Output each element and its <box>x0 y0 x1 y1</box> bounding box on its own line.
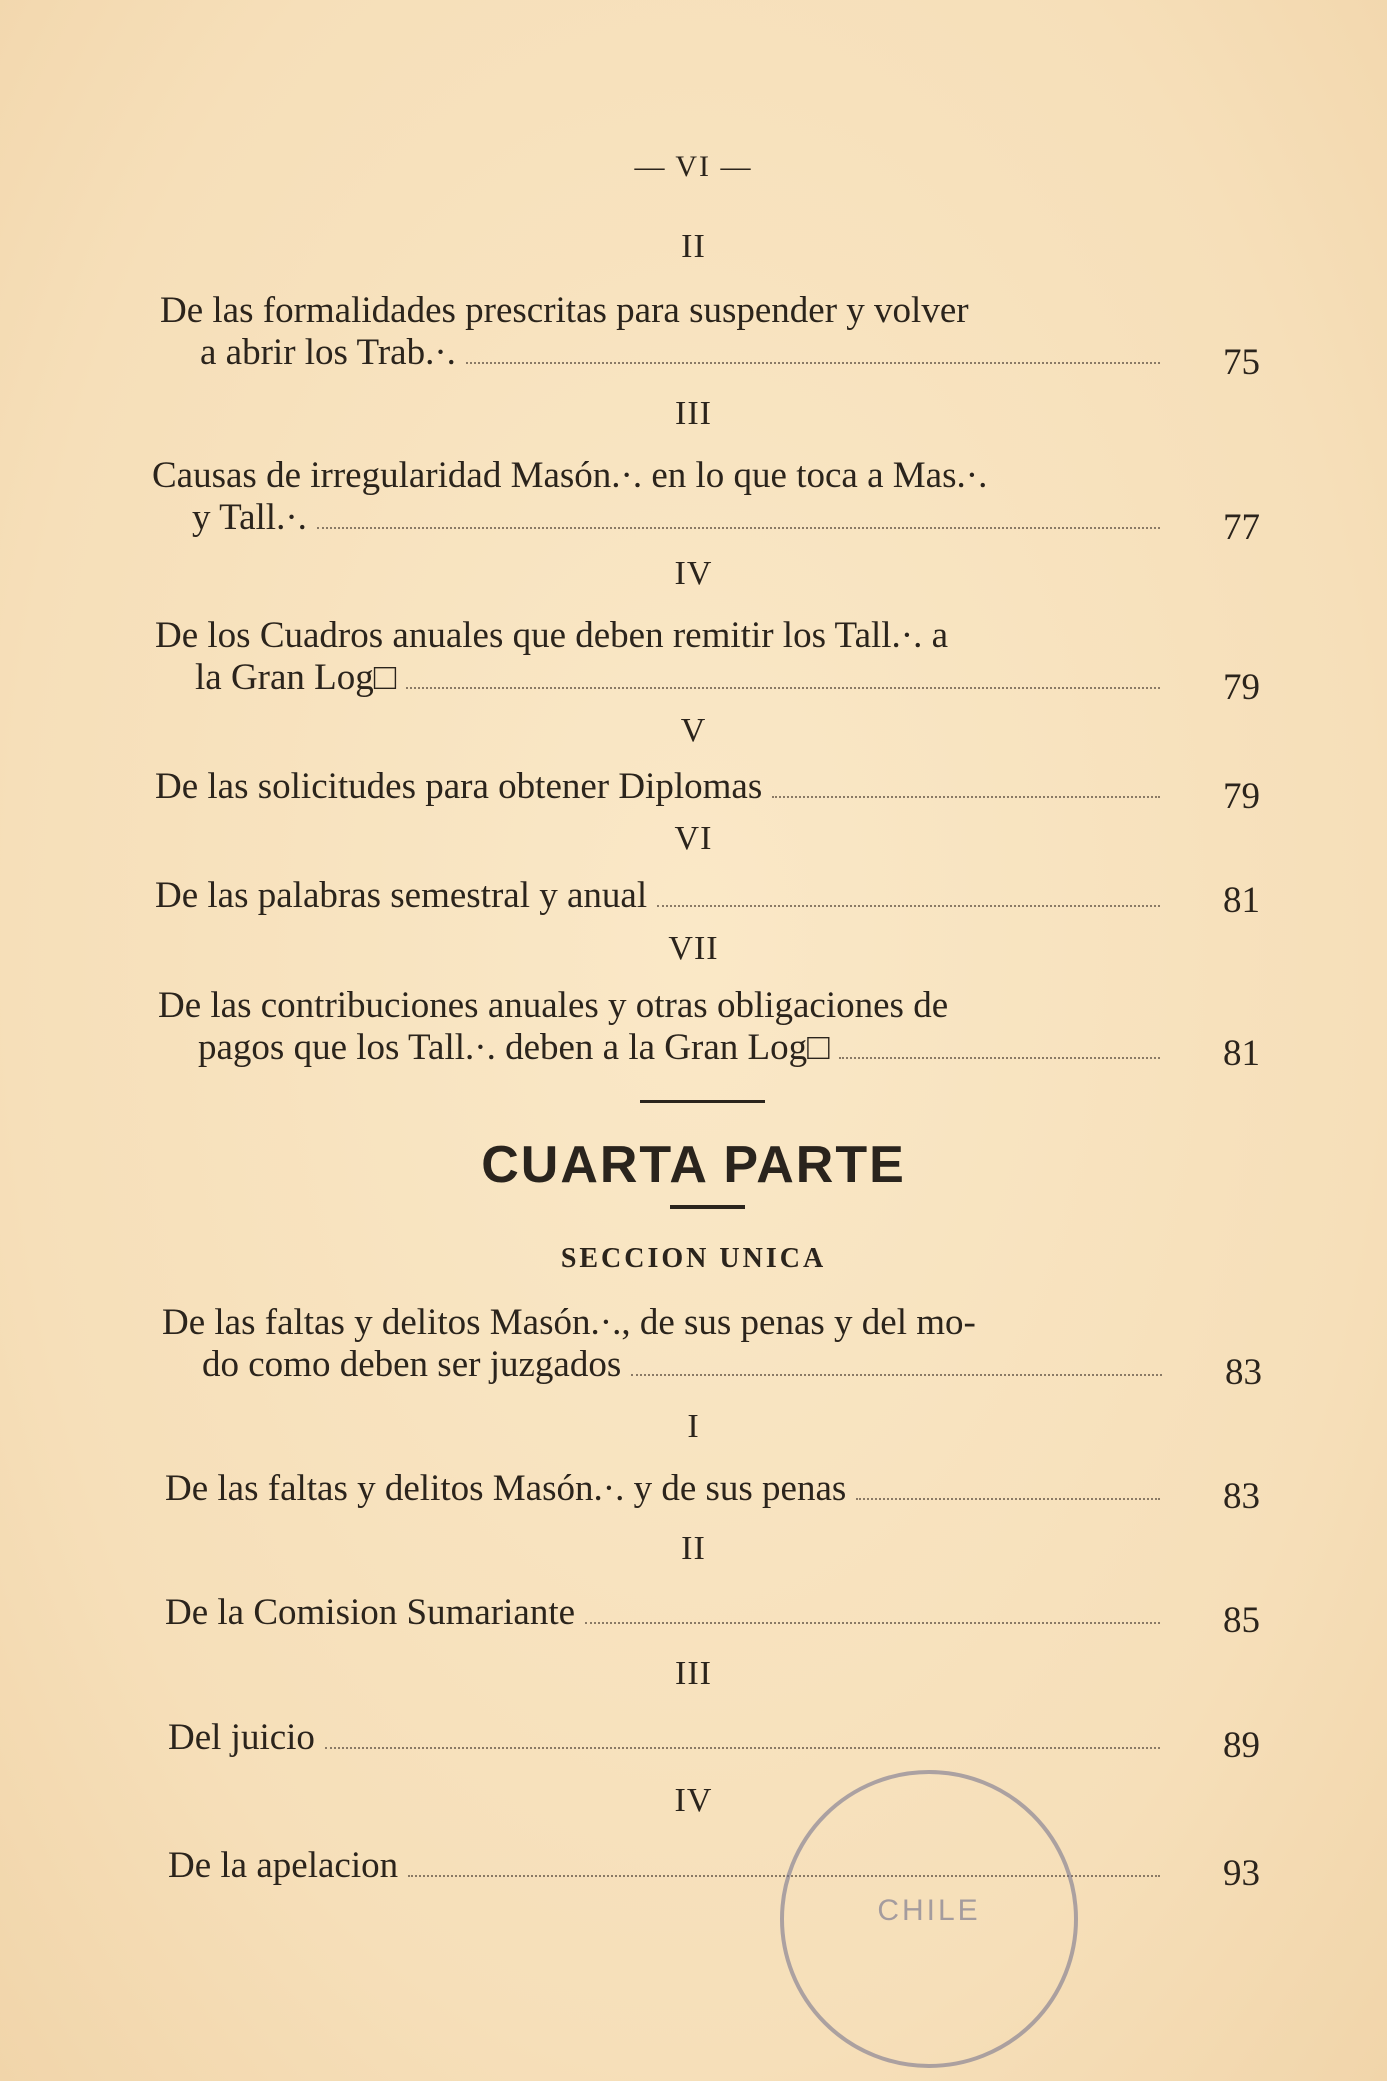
page-number: 81 <box>1223 1033 1260 1074</box>
toc-entry-text: Del juicio <box>168 1717 315 1758</box>
section-number: III <box>675 1655 712 1692</box>
dot-leader <box>406 686 1160 689</box>
toc-entry <box>155 766 1260 817</box>
page-number: 83 <box>1223 1476 1260 1517</box>
page-number: 83 <box>1225 1352 1262 1393</box>
section-number: I <box>687 1408 700 1445</box>
section-number: III <box>675 395 712 432</box>
toc-entry-text: De las palabras semestral y anual <box>155 875 648 916</box>
page-number: 85 <box>1223 1600 1260 1641</box>
section-number: VII <box>668 930 719 967</box>
dot-leader <box>466 361 1160 364</box>
dot-leader <box>317 526 1160 529</box>
part-title: CUARTA PARTE <box>481 1136 906 1194</box>
toc-entry <box>168 1717 1260 1766</box>
toc-entry-line1: De las faltas y delitos Masón.·., de sus penas y del mo- <box>162 1302 976 1343</box>
toc-entry <box>165 1592 1260 1641</box>
dot-leader <box>631 1373 1162 1376</box>
page-number: 79 <box>1223 667 1260 708</box>
toc-entry-text: De la apelacion <box>168 1845 399 1886</box>
toc-entry-text: De las solicitudes para obtener Diplomas <box>155 766 763 807</box>
page-number: 77 <box>1223 507 1260 548</box>
toc-entry <box>160 290 1260 383</box>
dot-leader <box>856 1497 1160 1500</box>
toc-entry <box>168 1845 1260 1894</box>
toc-entry-text: De la Comision Sumariante <box>165 1592 576 1633</box>
toc-entry-line2: la Gran Log□ <box>195 657 397 698</box>
section-number: IV <box>674 1782 713 1819</box>
dot-leader <box>657 904 1160 907</box>
page-number: 75 <box>1223 342 1260 383</box>
section-number: V <box>680 712 707 749</box>
toc-entry-line2: pagos que los Tall.·. deben a la Gran Log□ <box>198 1027 830 1068</box>
toc-entry-line1: Causas de irregularidad Masón.·. en lo que toca a Mas.·. <box>152 455 988 496</box>
toc-entry-line1: De las formalidades prescritas para suspender y volver <box>160 290 969 331</box>
section-number: II <box>681 1530 706 1567</box>
section-number: VI <box>674 820 713 857</box>
page-number: 93 <box>1223 1853 1260 1894</box>
toc-entry <box>155 615 1260 708</box>
toc-entry-line2: y Tall.·. <box>192 497 307 538</box>
page-number: 81 <box>1223 880 1260 921</box>
dot-leader <box>772 795 1160 798</box>
toc-entry <box>165 1468 1260 1517</box>
page-number: 79 <box>1223 776 1260 817</box>
library-stamp <box>780 1770 1078 2068</box>
section-number: II <box>681 228 706 265</box>
stamp-text: CHILE <box>877 1894 981 1927</box>
dot-leader <box>839 1056 1160 1059</box>
toc-entry-line1: De las contribuciones anuales y otras obligaciones de <box>158 985 949 1026</box>
toc-entry-line2: do como deben ser juzgados <box>202 1344 622 1385</box>
toc-entry <box>162 1302 1262 1393</box>
toc-entry <box>152 455 1260 548</box>
section-title: SECCION UNICA <box>560 1243 827 1274</box>
divider-rule <box>640 1100 765 1103</box>
section-number: IV <box>674 555 713 592</box>
dot-leader <box>585 1621 1160 1624</box>
page-header: — VI — <box>634 150 753 183</box>
toc-entry <box>158 985 1260 1074</box>
toc-entry <box>155 875 1260 921</box>
dot-leader <box>325 1746 1160 1749</box>
divider-rule <box>670 1205 745 1209</box>
toc-entry-line1: De los Cuadros anuales que deben remitir los Tall.·. a <box>155 615 949 656</box>
page-number: 89 <box>1223 1725 1260 1766</box>
toc-entry-text: De las faltas y delitos Masón.·. y de sus penas <box>165 1468 847 1509</box>
toc-entry-line2: a abrir los Trab.·. <box>200 332 456 373</box>
